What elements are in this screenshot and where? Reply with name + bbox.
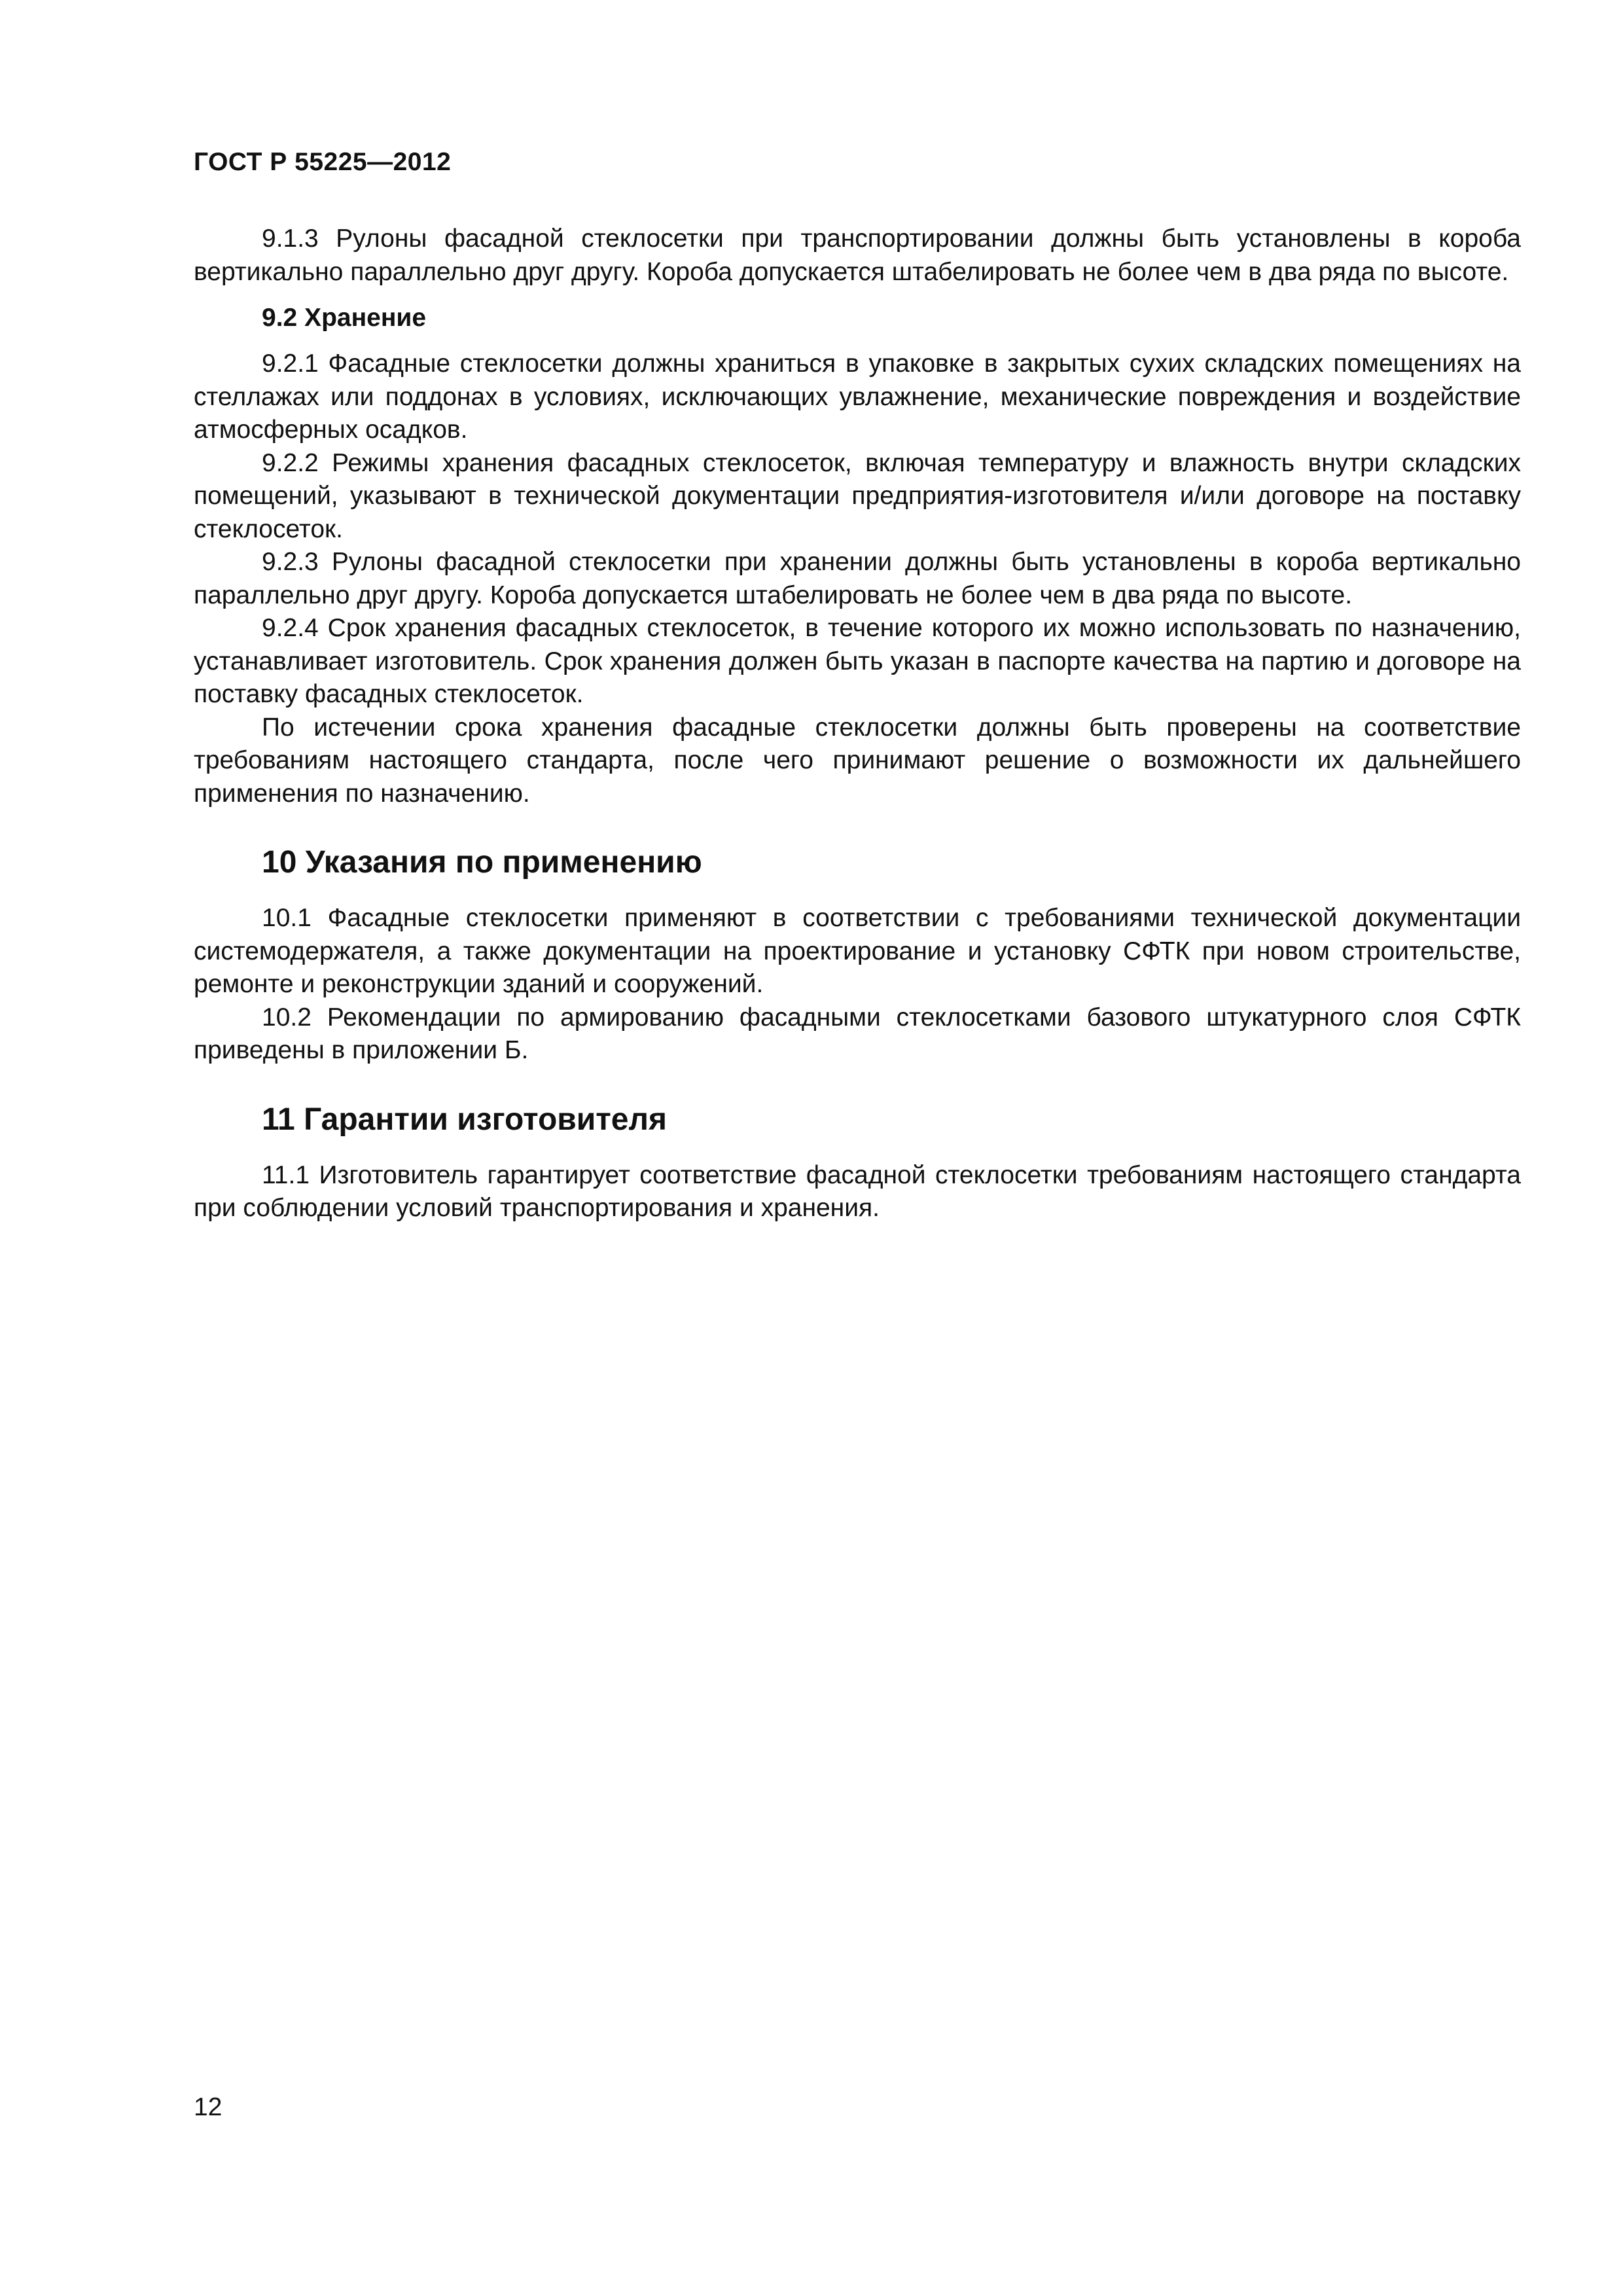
paragraph-10-2: 10.2 Рекомендации по армированию фасадными стеклосетками базового штукатурного слоя СФТК приведены в приложении Б. [194,1003,1521,1064]
paragraph-9-1-3: 9.1.3 Рулоны фасадной стеклосетки при транспортировании должны быть установлены в короба вертикально параллельно друг другу. Короба допускается штабелировать не более чем в два ряда по высоте. [194,224,1521,286]
paragraph-9-2-1: 9.2.1 Фасадные стеклосетки должны храниться в упаковке в закрытых сухих складских помещениях на стеллажах или поддонах в условиях, исключающих увлажнение, механические повреждения и воздействие атмосферных осадков. [194,350,1521,444]
page-number: 12 [194,2093,223,2121]
standard-header: ГОСТ Р 55225—2012 [194,148,452,176]
section-heading-10: 10 Указания по применению [262,845,702,880]
section-heading-11: 11 Гарантии изготовителя [262,1102,667,1137]
paragraph-9-2-4-continued: По истечении срока хранения фасадные стеклосетки должны быть проверены на соответствие требованиям настоящего стандарта, после чего принимают решение о возможности их дальнейшего применения по назначению. [194,713,1521,808]
paragraph-11-1: 11.1 Изготовитель гарантирует соответствие фасадной стеклосетки требованиям настоящего стандарта при соблюдении условий транспортирования и хранения. [194,1160,1521,1222]
paragraph-10-1: 10.1 Фасадные стеклосетки применяют в соответствии с требованиями технической документации системодержателя, а также документации на проектирование и установку СФТК при новом строительстве, ремонте и реконструкции зданий и сооружений. [194,904,1521,998]
paragraph-9-2-4: 9.2.4 Срок хранения фасадных стеклосеток, в течение которого их можно использовать по назначению, устанавливает изготовитель. Срок хранения должен быть указан в паспорте качества на партию и договоре на поставку фасадных стеклосеток. [194,614,1521,708]
document-body [194,223,1521,1225]
paragraph-9-2-3: 9.2.3 Рулоны фасадной стеклосетки при хранении должны быть установлены в короба вертикально параллельно друг другу. Короба допускается штабелировать не более чем в два ряда по высоте. [194,548,1521,609]
paragraph-9-2-2: 9.2.2 Режимы хранения фасадных стеклосеток, включая температуру и влажность внутри складских помещений, указывают в технической документации предприятия-изготовителя и/или договоре на поставку стеклосеток. [194,448,1521,543]
subsection-heading-9-2: 9.2 Хранение [262,304,427,332]
